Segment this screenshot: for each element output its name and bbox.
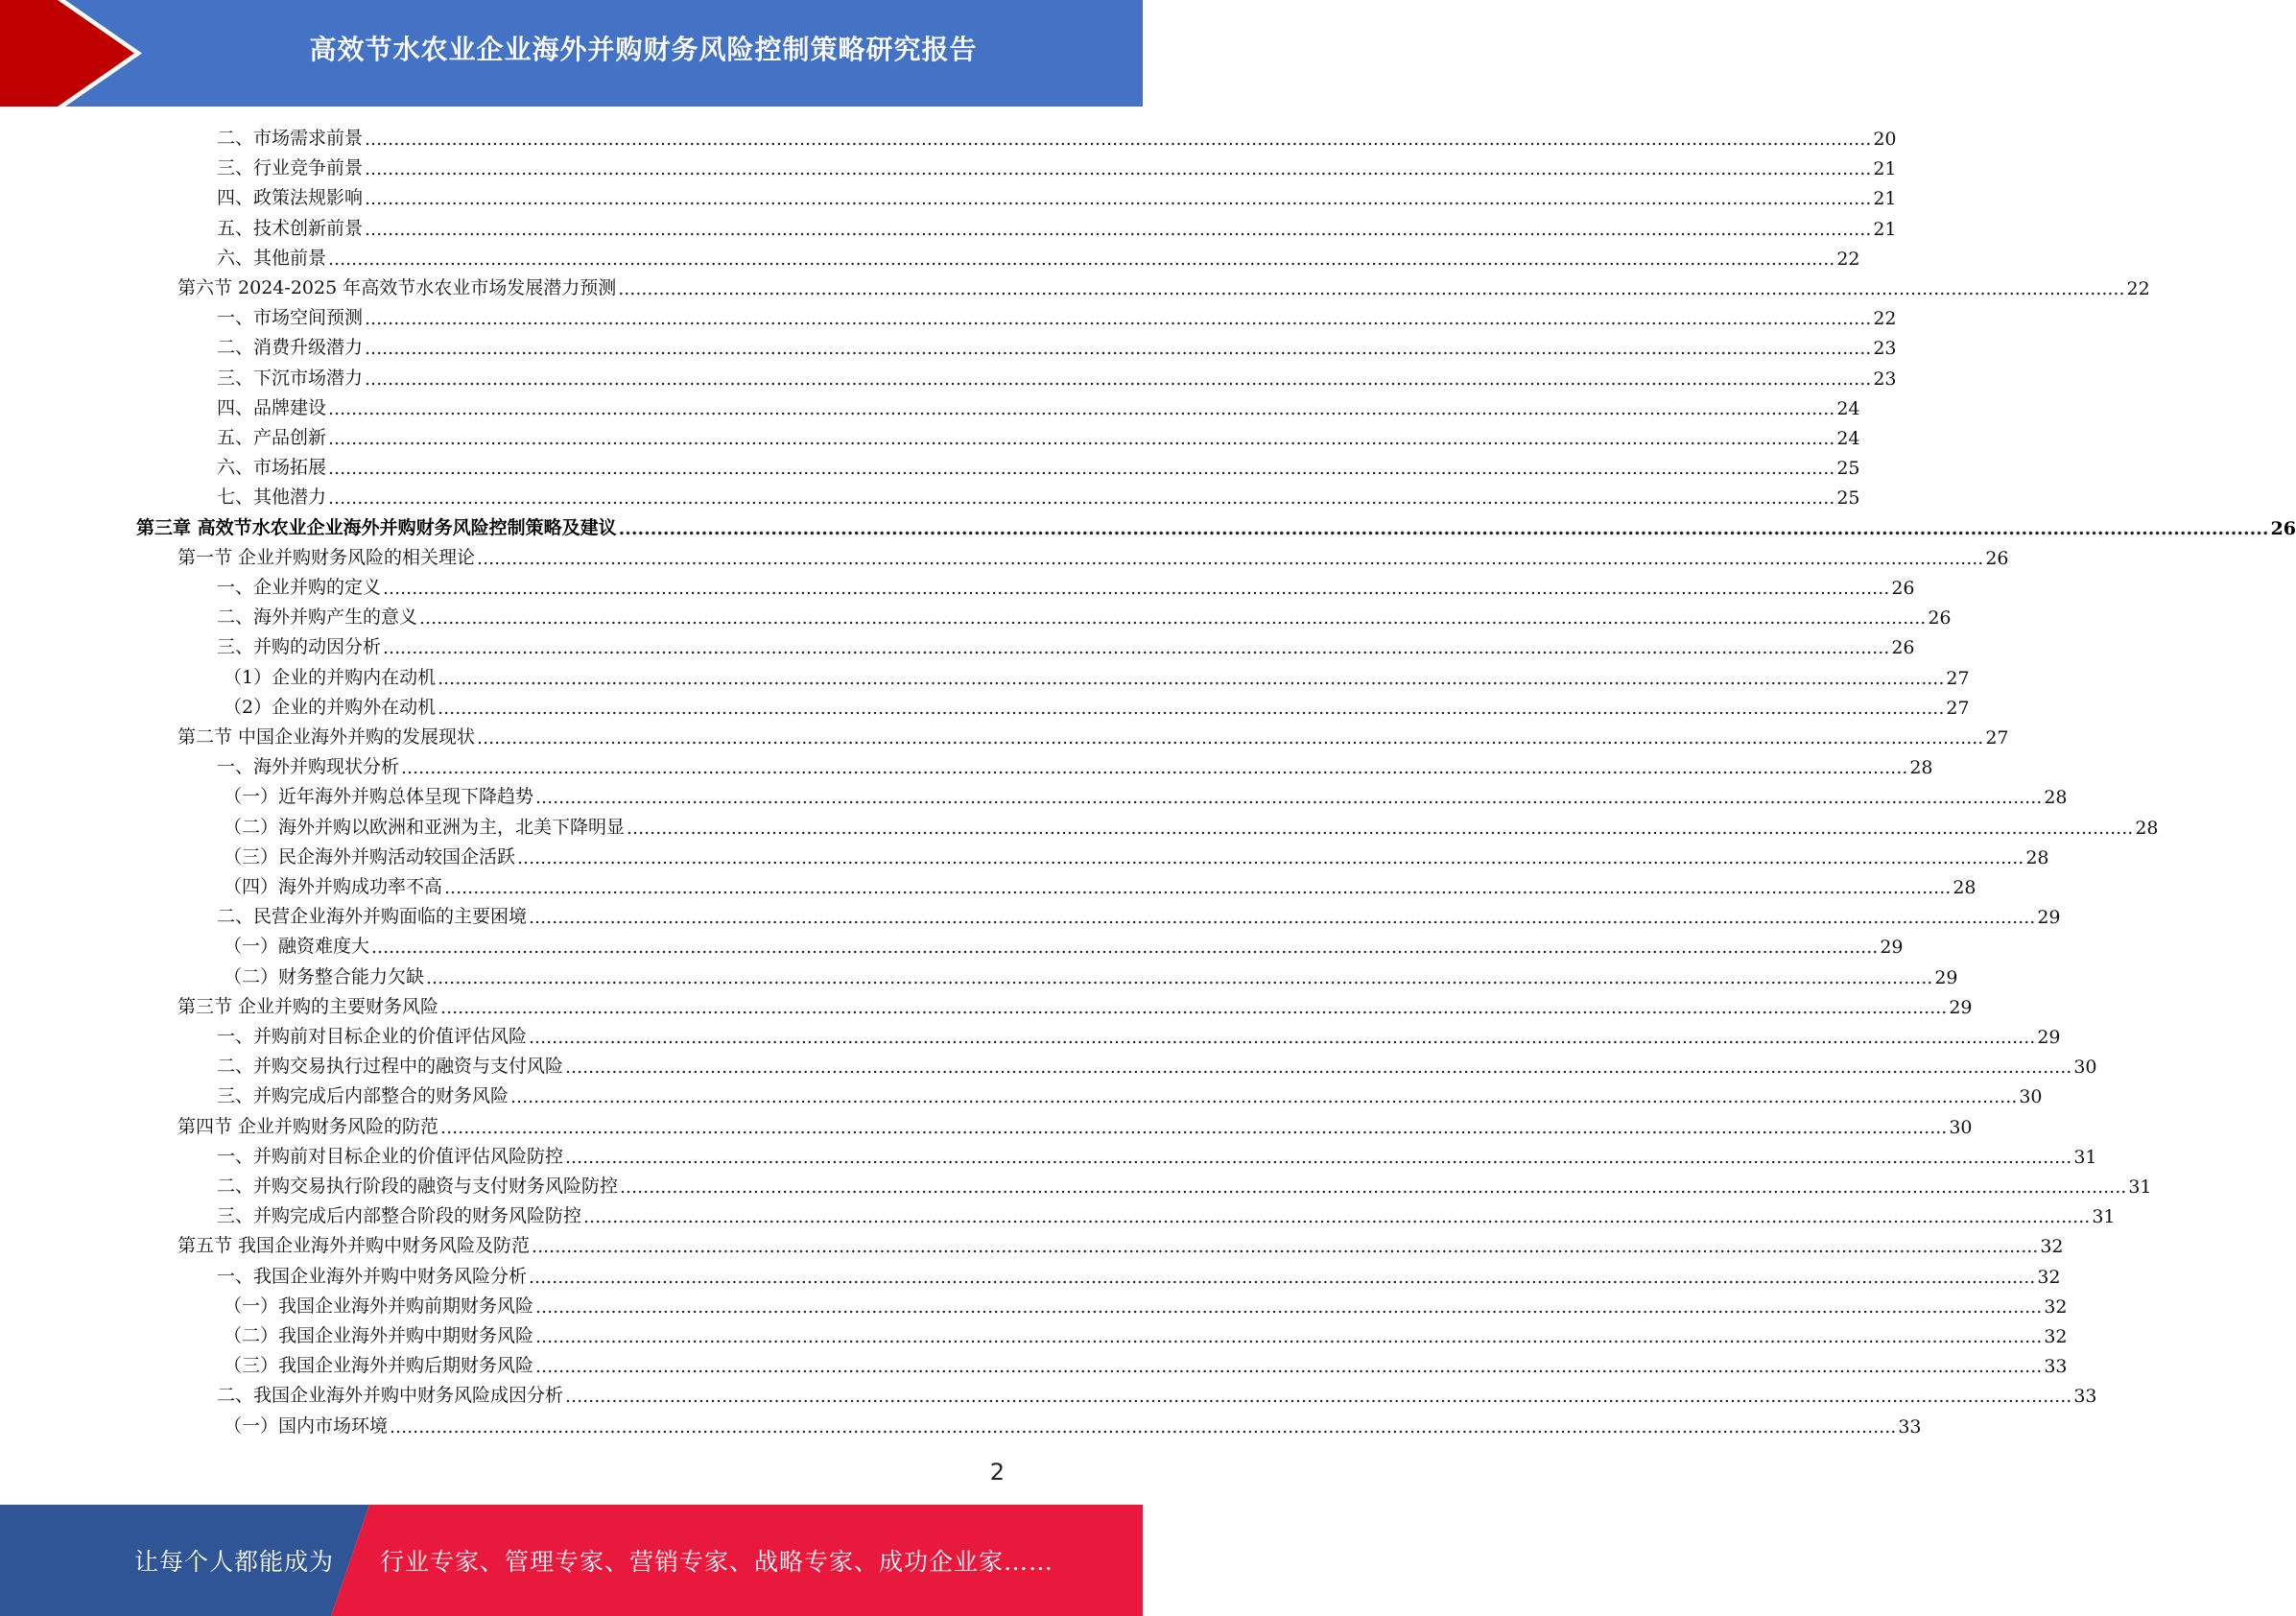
toc-dot-leader: ....................................................................................................................................................................................................................................................................: [328, 458, 1835, 480]
toc-entry-title: 一、企业并购的定义: [217, 577, 382, 598]
toc-dot-leader: ....................................................................................................................................................................................................................................................................: [328, 248, 1835, 270]
toc-entry[interactable]: [224, 662, 1970, 689]
toc-entry-page: 29: [2037, 907, 2061, 929]
toc-entry-title: 四、品牌建设: [217, 396, 327, 418]
toc-entry-title: 第一节 企业并购财务风险的相关理论: [178, 546, 476, 568]
toc-dot-leader: ....................................................................................................................................................................................................................................................................: [440, 1116, 1948, 1138]
toc-entry-title: （一）融资难度大: [224, 936, 370, 958]
toc-entry[interactable]: [224, 812, 2159, 839]
toc-entry-page: 31: [2073, 1146, 2097, 1168]
header-arrow-decoration: [0, 0, 154, 107]
toc-entry-title: （1）企业的并购内在动机: [224, 666, 437, 688]
toc-entry[interactable]: [224, 962, 1958, 988]
toc-entry[interactable]: [178, 722, 2009, 749]
toc-entry-title: （三）民企海外并购活动较国企活跃: [224, 845, 516, 867]
toc-dot-leader: ....................................................................................................................................................................................................................................................................: [438, 697, 1945, 719]
toc-entry[interactable]: [217, 1171, 2152, 1198]
toc-entry[interactable]: [217, 422, 1860, 449]
toc-entry[interactable]: [217, 332, 1897, 360]
toc-entry-title: 二、海外并购产生的意义: [217, 606, 418, 629]
toc-entry-title: 一、并购前对目标企业的价值评估风险防控: [217, 1145, 564, 1167]
toc-entry-page: 32: [2037, 1266, 2061, 1288]
toc-dot-leader: ....................................................................................................................................................................................................................................................................: [419, 607, 1927, 630]
toc-entry-page: 21: [1873, 218, 1897, 240]
toc-entry-page: 21: [1873, 158, 1897, 180]
toc-entry[interactable]: [217, 482, 1860, 510]
toc-entry[interactable]: [178, 1111, 1973, 1138]
toc-entry[interactable]: [217, 182, 1897, 210]
toc-entry-title: 三、下沉市场潜力: [217, 367, 364, 389]
toc-entry-page: 24: [1836, 397, 1860, 419]
toc-entry-title: 一、市场空间预测: [217, 307, 364, 329]
toc-entry[interactable]: [217, 631, 1915, 659]
toc-entry-title: （一）国内市场环境: [224, 1414, 389, 1437]
toc-entry-title: 六、市场拓展: [217, 457, 327, 479]
toc-entry[interactable]: [178, 542, 2009, 569]
toc-entry-page: 33: [2044, 1356, 2068, 1378]
toc-entry[interactable]: [178, 1230, 2064, 1258]
toc-entry-title: 一、海外并购现状分析: [217, 756, 400, 778]
toc-entry-title: 第五节 我国企业海外并购中财务风险及防范: [178, 1235, 531, 1257]
toc-entry-title: 第三章 高效节水农业企业海外并购财务风险控制策略及建议: [136, 516, 617, 538]
toc-entry-title: 第六节 2024-2025 年高效节水农业市场发展潜力预测: [178, 277, 617, 298]
toc-entry-page: 32: [2044, 1326, 2068, 1347]
toc-entry-title: 六、其他前景: [217, 247, 327, 269]
toc-entry-page: 22: [1836, 248, 1860, 270]
toc-dot-leader: ....................................................................................................................................................................................................................................................................: [529, 1266, 2036, 1288]
toc-entry-page: 28: [2025, 846, 2049, 868]
toc-entry[interactable]: [136, 512, 2296, 539]
toc-entry-title: 一、并购前对目标企业的价值评估风险: [217, 1026, 528, 1047]
toc-entry-page: 29: [1934, 966, 1958, 988]
footer-slogan-left: 让每个人都能成为: [134, 1548, 335, 1576]
toc-entry-title: （2）企业的并购外在动机: [224, 696, 437, 718]
toc-entry[interactable]: [217, 901, 2061, 929]
toc-entry-page: 26: [1928, 607, 1952, 630]
toc-entry[interactable]: [217, 1021, 2061, 1048]
toc-entry-page: 26: [1985, 547, 2009, 569]
toc-entry-title: 二、我国企业海外并购中财务风险成因分析: [217, 1385, 564, 1407]
toc-entry-page: 29: [1949, 996, 1973, 1018]
toc-entry-page: 28: [1953, 877, 1976, 898]
toc-entry-title: （一）我国企业海外并购前期财务风险: [224, 1295, 534, 1317]
toc-entry-title: 第四节 企业并购财务风险的防范: [178, 1115, 439, 1137]
toc-dot-leader: ....................................................................................................................................................................................................................................................................: [535, 787, 2043, 809]
toc-entry-page: 23: [1873, 338, 1897, 360]
toc-dot-leader: ....................................................................................................................................................................................................................................................................: [618, 278, 2125, 299]
toc-dot-leader: ....................................................................................................................................................................................................................................................................: [477, 727, 1984, 749]
toc-entry-title: （二）财务整合能力欠缺: [224, 965, 425, 987]
toc-entry[interactable]: [224, 871, 1976, 898]
toc-entry-title: 二、并购交易执行阶段的融资与支付财务风险防控: [217, 1176, 619, 1197]
toc-dot-leader: ....................................................................................................................................................................................................................................................................: [426, 966, 1933, 988]
toc-dot-leader: ....................................................................................................................................................................................................................................................................: [440, 996, 1948, 1018]
toc-entry-title: 五、技术创新前景: [217, 217, 364, 239]
toc-entry-title: 二、消费升级潜力: [217, 337, 364, 359]
toc-entry-title: 四、政策法规影响: [217, 187, 364, 209]
toc-entry[interactable]: [217, 153, 1897, 180]
toc-entry-title: 第二节 中国企业海外并购的发展现状: [178, 726, 476, 748]
toc-dot-leader: ....................................................................................................................................................................................................................................................................: [390, 1415, 1897, 1438]
footer-banner: [0, 1505, 1143, 1616]
toc-entry-page: 30: [2073, 1057, 2097, 1079]
toc-entry-title: 七、其他潜力: [217, 487, 327, 509]
toc-entry-title: 三、并购完成后内部整合的财务风险: [217, 1085, 509, 1107]
toc-entry-page: 20: [1873, 129, 1897, 150]
toc-dot-leader: ....................................................................................................................................................................................................................................................................: [444, 877, 1952, 898]
toc-entry-title: 五、产品创新: [217, 427, 327, 448]
toc-entry-title: 第三节 企业并购的主要财务风险: [178, 995, 439, 1017]
toc-entry-title: （三）我国企业海外并购后期财务风险: [224, 1355, 534, 1377]
toc-entry[interactable]: [217, 243, 1860, 270]
toc-dot-leader: ....................................................................................................................................................................................................................................................................: [365, 129, 1872, 150]
toc-dot-leader: ....................................................................................................................................................................................................................................................................: [365, 338, 1872, 360]
toc-entry[interactable]: [217, 1261, 2061, 1288]
toc-entry[interactable]: [224, 1411, 1922, 1438]
toc-entry-page: 21: [1873, 188, 1897, 210]
toc-dot-leader: ....................................................................................................................................................................................................................................................................: [627, 817, 2134, 839]
toc-entry-title: 二、市场需求前景: [217, 128, 364, 149]
toc-entry-page: 27: [1946, 667, 1970, 689]
toc-entry[interactable]: [217, 392, 1860, 419]
toc-dot-leader: ....................................................................................................................................................................................................................................................................: [535, 1356, 2043, 1378]
toc-entry-title: 三、并购的动因分析: [217, 636, 382, 658]
toc-entry[interactable]: [224, 1350, 2068, 1378]
toc-dot-leader: ....................................................................................................................................................................................................................................................................: [365, 218, 1872, 240]
toc-entry[interactable]: [224, 1320, 2068, 1347]
toc-entry[interactable]: [217, 1051, 2097, 1079]
toc-dot-leader: ....................................................................................................................................................................................................................................................................: [620, 1176, 2127, 1198]
toc-entry-page: 27: [1985, 727, 2009, 749]
toc-dot-leader: ....................................................................................................................................................................................................................................................................: [438, 667, 1945, 689]
toc-entry[interactable]: [217, 1380, 2097, 1408]
toc-entry-page: 26: [2270, 517, 2296, 539]
toc-dot-leader: ....................................................................................................................................................................................................................................................................: [529, 1027, 2036, 1048]
toc-entry[interactable]: [224, 692, 1970, 719]
toc-entry-title: （二）我国企业海外并购中期财务风险: [224, 1325, 534, 1346]
toc-entry-page: 30: [1949, 1116, 1973, 1138]
toc-entry-page: 25: [1836, 458, 1860, 480]
toc-entry[interactable]: [224, 1291, 2068, 1318]
toc-dot-leader: ....................................................................................................................................................................................................................................................................: [383, 637, 1890, 659]
toc-entry-page: 27: [1946, 697, 1970, 719]
toc-dot-leader: ....................................................................................................................................................................................................................................................................: [365, 188, 1872, 210]
toc-entry-title: 三、行业竞争前景: [217, 157, 364, 179]
toc-entry-page: 28: [2044, 787, 2068, 809]
toc-entry-page: 33: [2073, 1386, 2097, 1408]
toc-dot-leader: ....................................................................................................................................................................................................................................................................: [328, 397, 1835, 419]
toc-entry-page: 31: [2092, 1206, 2116, 1228]
toc-dot-leader: ....................................................................................................................................................................................................................................................................: [477, 547, 1984, 569]
toc-entry[interactable]: [224, 781, 2068, 809]
toc-entry-title: 二、民营企业海外并购面临的主要困境: [217, 906, 528, 928]
toc-entry[interactable]: [217, 751, 1933, 779]
toc-dot-leader: ....................................................................................................................................................................................................................................................................: [510, 1086, 2018, 1108]
toc-entry-page: 32: [2044, 1295, 2068, 1318]
toc-entry[interactable]: [217, 302, 1897, 330]
toc-entry[interactable]: [178, 273, 2150, 299]
toc-dot-leader: ....................................................................................................................................................................................................................................................................: [535, 1295, 2043, 1318]
toc-entry[interactable]: [224, 931, 1904, 959]
toc-entry-page: 28: [2135, 817, 2159, 839]
toc-entry-page: 33: [1898, 1415, 1922, 1438]
toc-dot-leader: ....................................................................................................................................................................................................................................................................: [328, 428, 1835, 449]
toc-entry-page: 23: [1873, 368, 1897, 390]
toc-entry-page: 25: [1836, 487, 1860, 510]
toc-entry-title: 三、并购完成后内部整合阶段的财务风险防控: [217, 1205, 582, 1227]
toc-entry-page: 31: [2128, 1176, 2152, 1198]
toc-entry[interactable]: [217, 1200, 2116, 1228]
toc-entry-page: 29: [2037, 1027, 2061, 1048]
toc-dot-leader: ....................................................................................................................................................................................................................................................................: [583, 1206, 2091, 1228]
toc-entry[interactable]: [217, 363, 1897, 390]
toc-entry[interactable]: [217, 213, 1897, 240]
toc-dot-leader: ....................................................................................................................................................................................................................................................................: [618, 517, 2269, 539]
toc-dot-leader: ....................................................................................................................................................................................................................................................................: [565, 1386, 2072, 1408]
toc-dot-leader: ....................................................................................................................................................................................................................................................................: [535, 1326, 2043, 1347]
toc-entry-title: （四）海外并购成功率不高: [224, 876, 443, 897]
toc-entry[interactable]: [217, 1141, 2097, 1168]
toc-entry[interactable]: [217, 572, 1915, 599]
toc-entry-page: 26: [1891, 578, 1915, 599]
toc-dot-leader: ....................................................................................................................................................................................................................................................................: [565, 1057, 2072, 1079]
toc-entry-title: （一）近年海外并购总体呈现下降趋势: [224, 786, 534, 808]
page-number: 2: [989, 1459, 1005, 1485]
toc-entry-page: 30: [2019, 1086, 2043, 1108]
toc-entry-page: 26: [1891, 637, 1915, 659]
toc-dot-leader: ....................................................................................................................................................................................................................................................................: [532, 1236, 2039, 1258]
toc-dot-leader: ....................................................................................................................................................................................................................................................................: [371, 937, 1879, 959]
toc-entry[interactable]: [224, 842, 2049, 868]
toc-entry-page: 22: [1873, 308, 1897, 330]
report-header: [0, 0, 1143, 107]
toc-dot-leader: ....................................................................................................................................................................................................................................................................: [365, 368, 1872, 390]
toc-dot-leader: ....................................................................................................................................................................................................................................................................: [565, 1146, 2072, 1168]
toc-dot-leader: ....................................................................................................................................................................................................................................................................: [401, 757, 1908, 779]
toc-dot-leader: ....................................................................................................................................................................................................................................................................: [517, 846, 2024, 868]
toc-entry-page: 28: [1909, 757, 1933, 779]
toc-entry[interactable]: [178, 991, 1973, 1018]
toc-entry-title: 一、我国企业海外并购中财务风险分析: [217, 1265, 528, 1287]
footer-slogan-right: 行业专家、管理专家、营销专家、战略专家、成功企业家……: [380, 1548, 1054, 1576]
toc-dot-leader: ....................................................................................................................................................................................................................................................................: [365, 158, 1872, 180]
toc-entry[interactable]: [217, 602, 1952, 630]
toc-entry-title: （二）海外并购以欧洲和亚洲为主，北美下降明显: [224, 816, 626, 838]
toc-entry[interactable]: [217, 1081, 2043, 1108]
toc-dot-leader: ....................................................................................................................................................................................................................................................................: [383, 578, 1890, 599]
toc-dot-leader: ....................................................................................................................................................................................................................................................................: [529, 907, 2036, 929]
toc-entry-page: 22: [2126, 278, 2150, 299]
report-title: 高效节水农业企业海外并购财务风险控制策略研究报告: [309, 34, 978, 65]
toc-entry[interactable]: [217, 452, 1860, 480]
toc-entry-title: 二、并购交易执行过程中的融资与支付风险: [217, 1056, 564, 1078]
toc-dot-leader: ....................................................................................................................................................................................................................................................................: [328, 487, 1835, 510]
toc-entry[interactable]: [217, 123, 1897, 150]
toc-entry-page: 29: [1880, 937, 1904, 959]
toc-dot-leader: ....................................................................................................................................................................................................................................................................: [365, 308, 1872, 330]
toc-entry-page: 32: [2040, 1236, 2064, 1258]
toc-entry-page: 24: [1836, 428, 1860, 449]
